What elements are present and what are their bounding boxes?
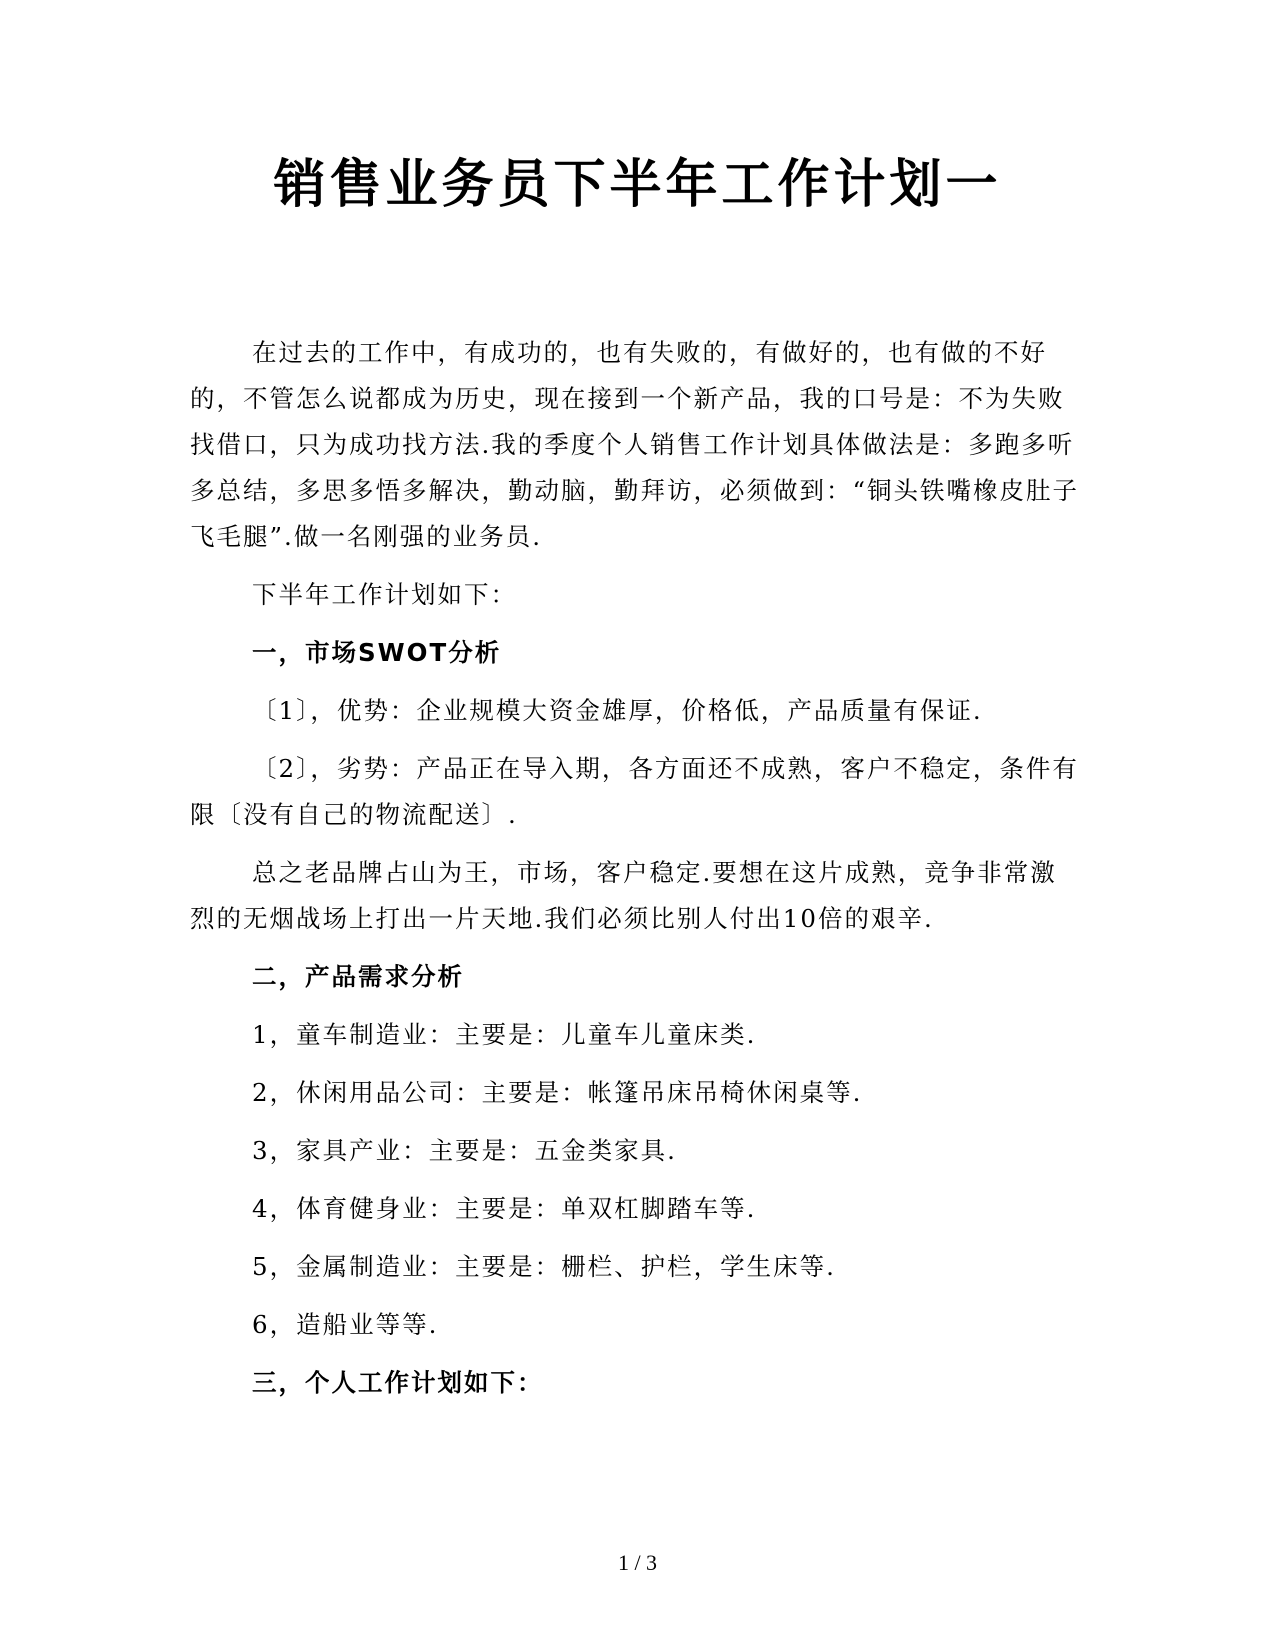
document-title: 销售业务员下半年工作计划一 [273,155,1002,215]
page-number: 1 / 3 [617,1550,658,1575]
document-body [190,330,1080,1418]
list-item: 3，家具产业：主要是：五金类家具. [252,1136,677,1165]
list-item: 4，体育健身业：主要是：单双杠脚踏车等. [252,1194,757,1223]
intro-paragraph: 在过去的工作中，有成功的，也有失败的，有做好的，也有做的不好的，不管怎么说都成为历史，现在接到一个新产品，我的口号是：不为失败找借口，只为成功找方法.我的季度个人销售工作计划具体做法是：多跑多听多总结，多思多悟多解决，勤动脑，勤拜访，必须做到：“铜头铁嘴橡皮肚子飞毛腿”.做一名刚强的业务员. [190,338,1080,551]
list-item: 1，童车制造业：主要是：儿童车儿童床类. [252,1020,757,1049]
section-heading-plan: 三，个人工作计划如下： [252,1368,544,1397]
section-heading-demand: 二，产品需求分析 [252,962,464,991]
list-item: 2，休闲用品公司：主要是：帐篷吊床吊椅休闲桌等. [252,1078,863,1107]
section-heading-swot: 一，市场SWOT分析 [252,638,502,667]
list-item: 5，金属制造业：主要是：栅栏、护栏，学生床等. [252,1252,836,1281]
weakness-paragraph: 〔2〕，劣势：产品正在导入期，各方面还不成熟，客户不稳定，条件有限〔没有自己的物流配送〕. [190,754,1079,829]
list-item: 6，造船业等等. [252,1310,439,1339]
plan-heading: 下半年工作计划如下： [252,580,517,609]
summary-paragraph: 总之老品牌占山为王，市场，客户稳定.要想在这片成熟，竞争非常激烈的无烟战场上打出一片天地.我们必须比别人付出10倍的艰辛. [190,858,1057,933]
strength-line: 〔1〕，优势：企业规模大资金雄厚，价格低，产品质量有保证. [252,696,983,725]
